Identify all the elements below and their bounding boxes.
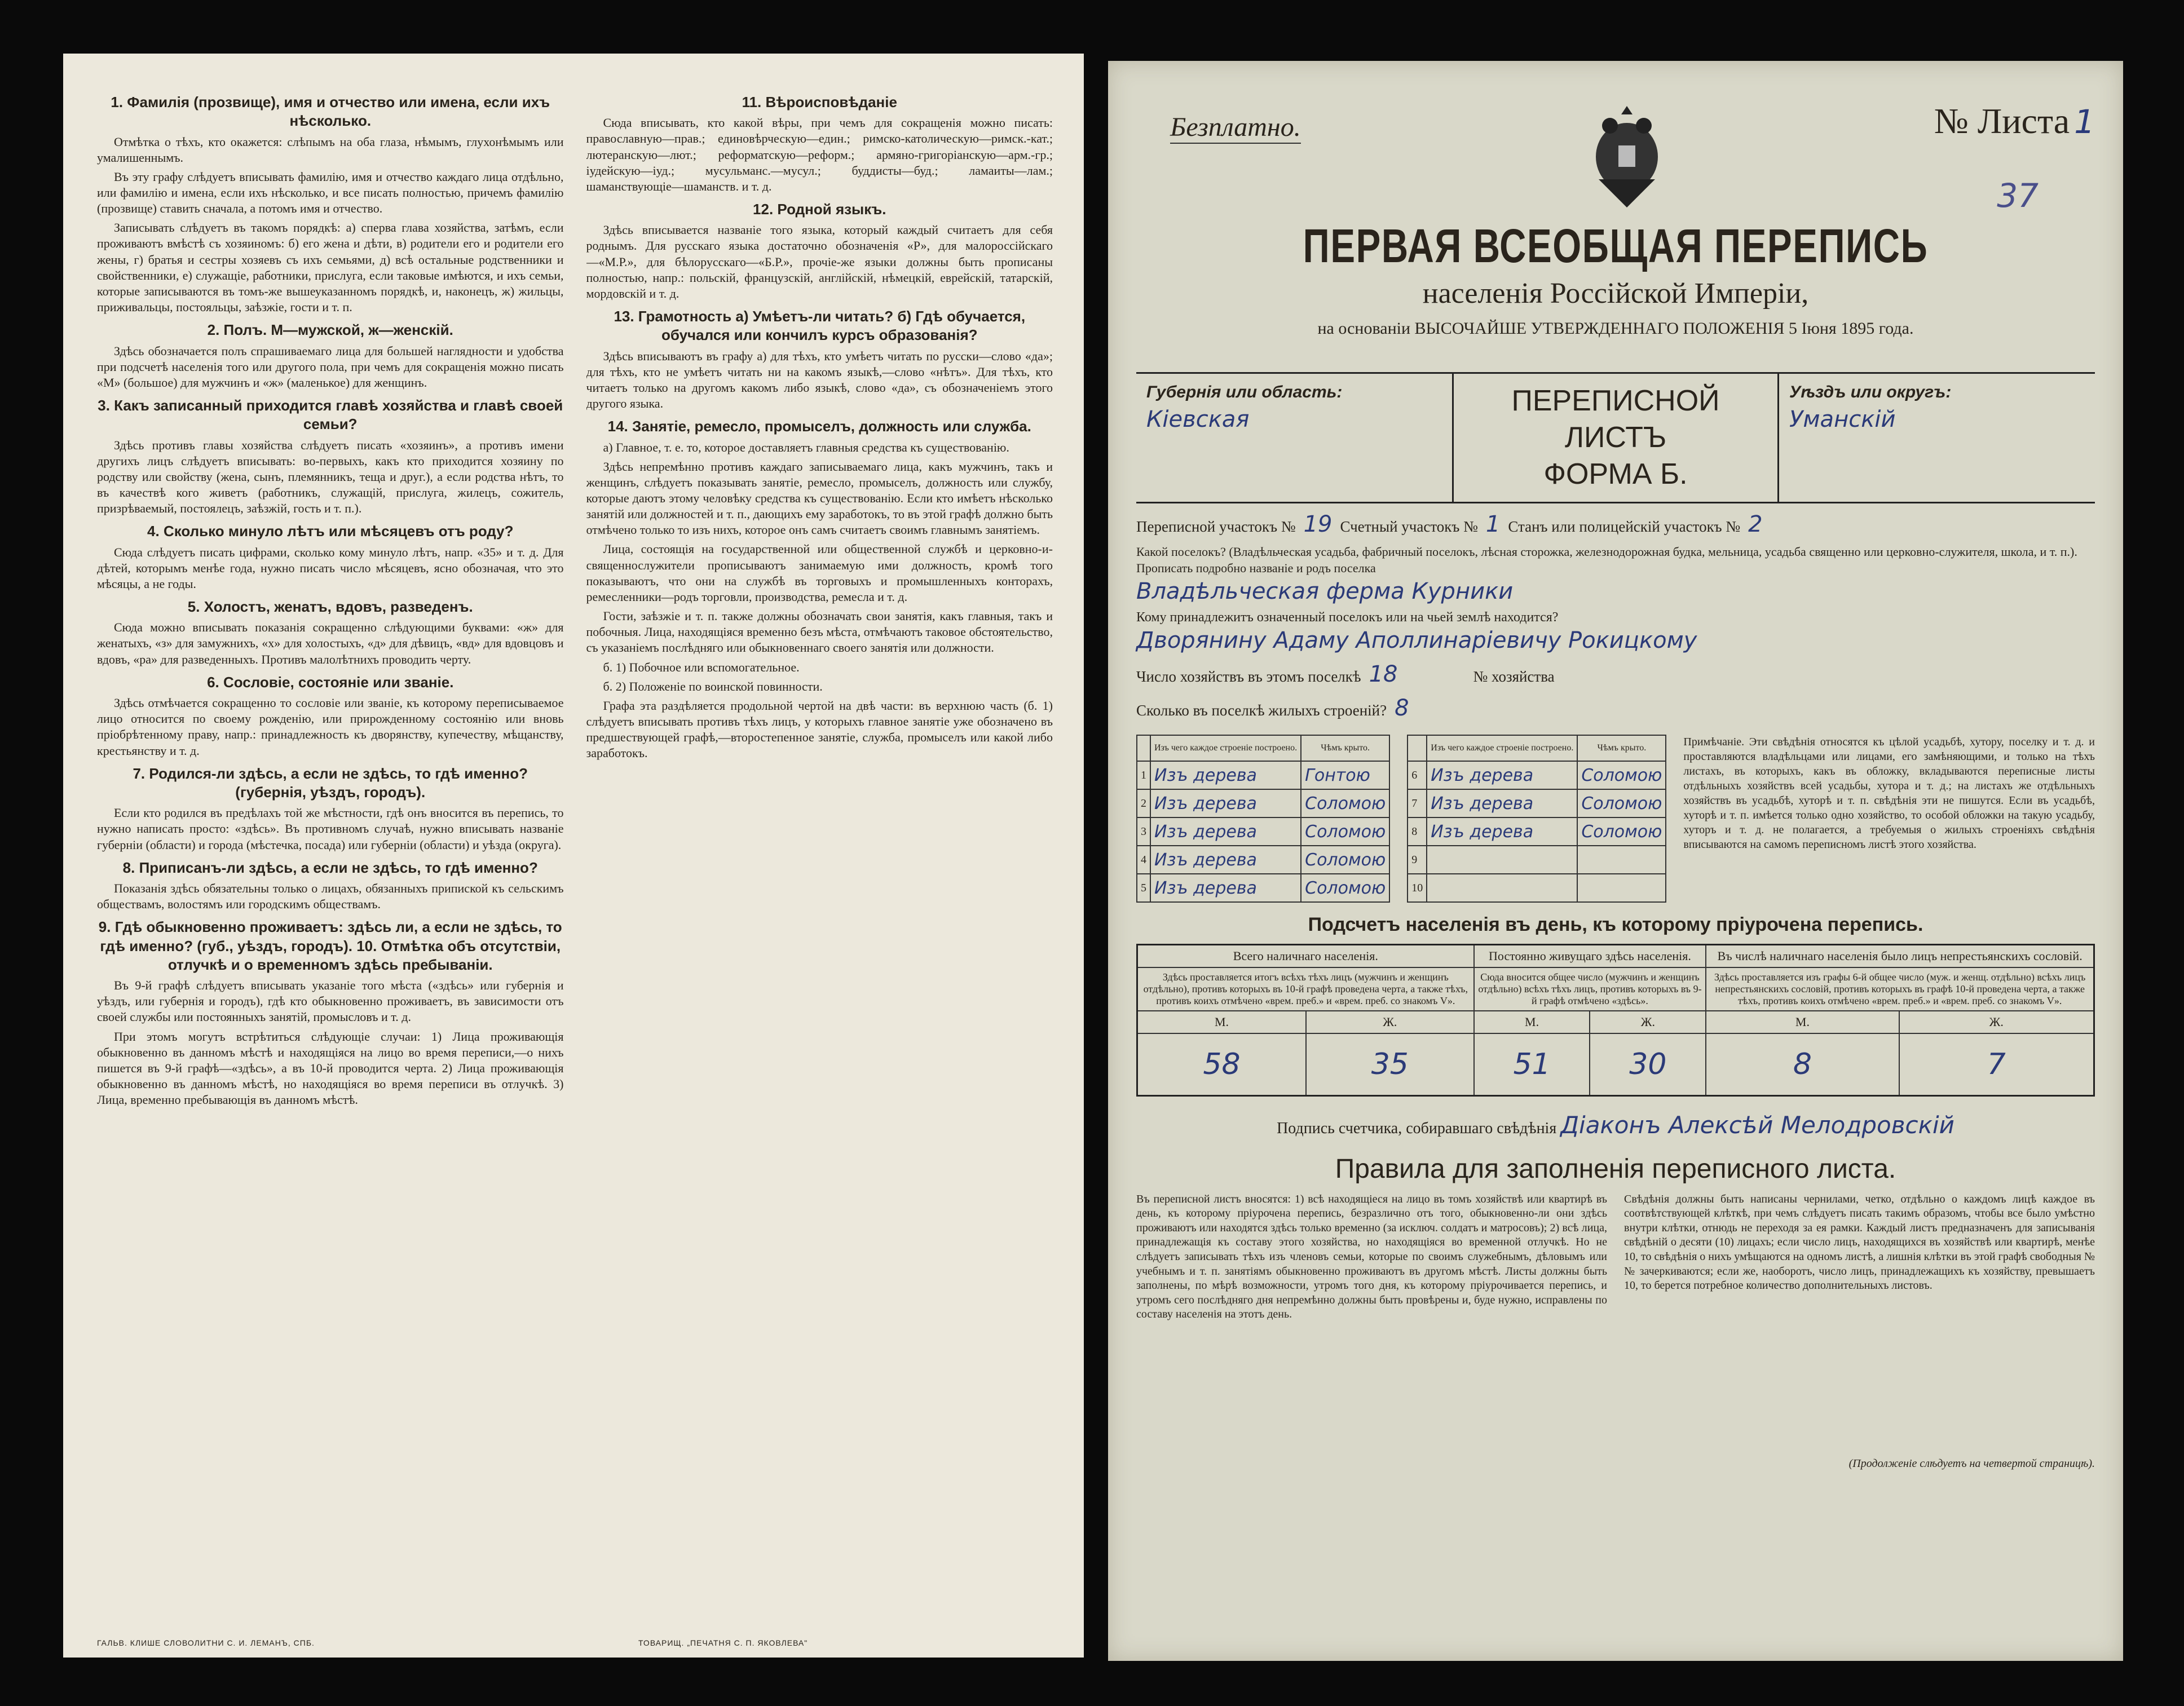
instruction-paragraph: Здѣсь обозначается полъ спрашиваемаго лица для большей наглядности и удобства при подсчетѣ населенія того или другого пола, при чемъ для сокращенія можно писать «М» (большое) для мужчинъ и «ж» (маленькое) для женщинъ. [97, 343, 564, 390]
tally-sex-label: Ж. [1306, 1011, 1474, 1033]
material-header: Изъ чего каждое строеніе построено. [1150, 735, 1301, 761]
instruction-paragraph: Гости, заѣзжіе и т. п. также должны обозначать свои занятія, какъ главныя, такъ и побочныя. Лица, находящіяся временно безъ мѣста, отмѣчаютъ таковое обстоятельство, съ указаніемъ послѣдняго или обыкновеннаго своего занятія или должности. [586, 609, 1053, 655]
instruction-paragraph: Отмѣтка о тѣхъ, кто окажется: слѣпымъ на оба глаза, нѣмымъ, глухонѣмымъ или умалишеннымъ. [97, 134, 564, 165]
building-number: 4 [1137, 846, 1150, 874]
building-number: 10 [1408, 874, 1427, 902]
instructions-column-2 [586, 87, 1053, 1587]
buildings-note: Примѣчаніе. Эти свѣдѣнія относятся къ цѣлой усадьбѣ, хутору, поселку и т. д. и проставляются владѣльцами или лицами, его замѣняющими, и только на тѣхъ листахъ, въ которыхъ, какъ въ обложку, вкладываются переписные листы отдѣльныхъ хозяйствъ всей усадьбы, хутора и т. д.; на листахъ же отдѣльныхъ хозяйствъ въ усадьбѣ, хуторѣ и т. п. свѣдѣнія эти не пишутся. Если въ усадьбѣ, хуторѣ и т. п. имѣется только одно хозяйство, то особой обложки на такую усадьбу, хуторъ и т. д. не полагается, а требуемыя о жилыхъ строеніяхъ свѣдѣнія вписываются на самомъ переписномъ листѣ этого хозяйства. [1683, 736, 2095, 851]
instruction-paragraph: Показанія здѣсь обязательны только о лицахъ, обязанныхъ припиской къ сельскимъ обществамъ, волостямъ или городскимъ обществамъ. [97, 881, 564, 912]
census-district-label: Переписной участокъ № [1136, 518, 1296, 535]
buildings-count-value: 8 [1395, 695, 1409, 722]
building-material: Изъ дерева [1150, 846, 1301, 874]
building-number: 3 [1137, 817, 1150, 846]
instruction-heading: 9. Гдѣ обыкновенно проживаетъ: здѣсь ли, а если не здѣсь, то гдѣ именно? (губ., уѣздъ, городъ). 10. Отмѣтка объ отсутствіи, отлучкѣ и о временномъ здѣсь пребываніи. [98, 918, 562, 973]
building-material: Изъ дерева [1150, 874, 1301, 902]
building-number: 7 [1408, 789, 1427, 817]
tally-sex-row [1137, 1011, 2094, 1033]
building-roof: Соломою [1301, 817, 1389, 846]
buildings-table-left [1136, 735, 1390, 903]
building-roof: Соломою [1577, 817, 1666, 846]
rules-left-column: Въ переписной листъ вносятся: 1) всѣ находящіеся на лицо въ томъ хозяйствѣ или квартирѣ въ день, къ которому пріурочена перепись, безразлично отъ того, обыкновенно-ли они здѣсь проживаютъ или находятся здѣсь только временно (за исключ. солдатъ и матросовъ); 2) всѣ лица, принадлежащія къ составу этого хозяйства, но находящіяся во временной отлучкѣ. Но не слѣдуетъ записывать тѣхъ изъ членовъ семьи, которые по своимъ служебнымъ, дѣловымъ или учебнымъ и т. п. занятіямъ обыкновенно проживаютъ въ другомъ мѣстѣ. Листы должны быть заполнены, по мѣрѣ возможности, утромъ того дня, къ которому пріурочивается перепись, и утромъ сего послѣдняго дня непремѣнно должны быть провѣрены и, буде нужно, исправлены по составу населенія на этотъ день. [1136, 1192, 1607, 1321]
instruction-paragraph: Лица, состоящія на государственной или общественной службѣ и церковно-и-священнослужители прописываютъ занимаемую ими должность, кромѣ того показываютъ, что они на службѣ въ торговыхъ и промышленныхъ конторахъ, ремесленники—родъ торговли, производства, ремесла и т. д. [586, 542, 1053, 604]
building-roof [1577, 874, 1666, 902]
tally-sex-label: М. [1137, 1011, 1306, 1033]
handwritten-page-number: 37 [1997, 176, 2039, 215]
instruction-paragraph: Графа эта раздѣляется продольной чертой на двѣ части: въ верхнюю часть (б. 1) слѣдуетъ вписывать противъ тѣхъ лицъ, у которыхъ главное занятіе уже обозначено въ предшествующей графѣ,—второстепенное занятіе, служба, промыселъ или какой либо заработокъ. [586, 698, 1053, 761]
buildings-section [1136, 735, 2095, 903]
left-page-instructions [63, 54, 1084, 1658]
household-number-label: № хозяйства [1473, 668, 1555, 686]
signature-label: Подпись счетчика, собиравшаго свѣдѣнія [1277, 1119, 1557, 1137]
instruction-heading: 14. Занятіе, ремесло, промыселъ, должность или служба. [607, 418, 1031, 435]
instruction-paragraph: Здѣсь противъ главы хозяйства слѣдуетъ писать «хозяинъ», а противъ имени другихъ лицъ слѣдуетъ вписывать: во-первыхъ, какъ кто приходится хозяину по родству или свойству (жена, сынъ, племянникъ, теща и друг.), а если родства нѣтъ, то въ качествѣ кого живетъ (работникъ, служащій, прислуга, жилецъ, сожитель, призрѣваемый, постоялецъ, заѣзжій, гость и т. п.). [97, 437, 564, 516]
continued-note: (Продолженіе слѣдуетъ на четвертой страницѣ). [1848, 1457, 2095, 1470]
tally-title: Подсчетъ населенія въ день, къ которому пріурочена перепись. [1308, 914, 1923, 936]
tally-sex-label: Ж. [1899, 1011, 2094, 1033]
building-number: 1 [1137, 761, 1150, 789]
tally-values-row [1137, 1033, 2094, 1095]
census-district-value: 19 [1303, 511, 1333, 537]
instruction-paragraph: Здѣсь отмѣчается сокращенно то сословіе или званіе, къ которому переписываемое лицо относится по своему рожденію, или прирожденному состоянію или вновь пріобрѣтенному праву, напр.: принадлежность къ дворянству, купечеству, мѣщанству, крестьянству и т. д. [97, 696, 564, 758]
instruction-paragraph: Записывать слѣдуетъ въ такомъ порядкѣ: а) сперва глава хозяйства, затѣмъ, если проживаютъ вмѣстѣ съ хозяиномъ: б) его жена и дѣти, в) родители его и родители его жены, г) братья и сестры хозяевъ съ ихъ семьями, д) всѣ остальные родственники и свойственники, е) служащіе, работники, прислуга, если таковые имѣются, и ихъ семьи, которые записываются въ томъ-же вышеуказанномъ порядкѣ, и, наконецъ, ж) жильцы, приживальцы, постояльцы, заѣзжіе, гости и т. п. [97, 220, 564, 315]
building-material: Изъ дерева [1150, 817, 1301, 846]
free-of-charge-label: Безплатно. [1170, 112, 1301, 144]
printer-footer-right: ТОВАРИЩ. „ПЕЧАТНЯ С. П. ЯКОВЛЕВА" [638, 1638, 808, 1647]
building-roof [1577, 846, 1666, 874]
building-row [1408, 846, 1666, 874]
instruction-paragraph: Сюда слѣдуетъ писать цифрами, сколько кому минуло лѣтъ, напр. «35» и т. д. Для дѣтей, которымъ менѣе года, нужно писать число мѣсяцевъ, ясно обозначая, что это мѣсяцы, а не годы. [97, 545, 564, 591]
census-subtitle: населенія Россійской Имперіи, [1422, 277, 1809, 310]
tally-value: 30 [1590, 1033, 1706, 1095]
buildings-table-right [1407, 735, 1666, 903]
building-row [1408, 874, 1666, 902]
instruction-paragraph: Сюда можно вписывать показанія сокращенно слѣдующими буквами: «ж» для женатыхъ, «з» для замужнихъ, «х» для холостыхъ, «д» для дѣвицъ, «вд» для вдовцовъ и вдовъ, «ра» для разведенныхъ. Противъ малолѣтнихъ проводить черту. [97, 620, 564, 666]
signature-line [1136, 1111, 2095, 1139]
instruction-heading: 5. Холостъ, женатъ, вдовъ, разведенъ. [187, 598, 473, 616]
building-row [1137, 761, 1389, 789]
instruction-paragraph: При этомъ могутъ встрѣтиться слѣдующіе случаи: 1) Лица проживающія обыкновенно въ данномъ мѣстѣ и находящіяся на лицо во время переписи,—о нихъ пишется въ 9-й графѣ—«здѣсь», а въ 10-й проводится черта. 2) Лица проживающія обыкновенно въ данномъ мѣстѣ, но находящіяся во время переписи въ отлучкѣ. 3) Лица, временно пребывающія въ данномъ мѣстѣ. [97, 1029, 564, 1107]
buildings-line [1136, 695, 2095, 721]
instruction-paragraph: Въ 9-й графѣ слѣдуетъ вписывать указаніе того мѣста («здѣсь» или губернія и уѣздъ, или губернія и городъ), гдѣ кто обыкновенно проживаетъ, въ зависимости отъ своей службы или постоянныхъ занятій, промысловъ и т. д. [97, 978, 564, 1024]
building-roof: Соломою [1577, 789, 1666, 817]
form-title: ПЕРЕПИСНОЙ ЛИСТЪ [1511, 384, 1720, 454]
households-label: Число хозяйствъ въ этомъ поселкѣ [1136, 668, 1361, 686]
enumerator-signature: Діаконъ Алексѣй Мелодровскій [1560, 1111, 1954, 1139]
legal-basis: на основаніи ВЫСОЧАЙШЕ УТВЕРЖДЕННАГО ПОЛОЖЕНІЯ 5 Іюня 1895 года. [1317, 319, 1914, 338]
rules-text [1136, 1192, 2095, 1457]
stan-label: Станъ или полицейскій участокъ № [1508, 518, 1741, 535]
instruction-paragraph: Здѣсь непремѣнно противъ каждаго записываемаго лица, какъ мужчинъ, такъ и женщинъ, слѣдуетъ показывать занятіе, ремесло, промыселъ, должность или службу, которые даютъ этому человѣку средства къ существованію. Если кто имѣетъ нѣсколько занятій или должностей и т. п., дающихъ ему заработокъ, то въ этой графѣ должно быть отмѣчено только то изъ нихъ, которое онъ самъ считаетъ своимъ главнымъ занятіемъ. [586, 459, 1053, 537]
instruction-paragraph: б. 2) Положеніе по воинской повинности. [603, 679, 823, 693]
building-number: 9 [1408, 846, 1427, 874]
building-number: 5 [1137, 874, 1150, 902]
settlement-value: Владѣльческая ферма Курники [1136, 578, 1514, 605]
settlement-label: Какой поселокъ? (Владѣльческая усадьба, фабричный поселокъ, лѣсная сторожка, железнодорожная будка, мельница, усадьба священно или церковно-служителя, школа, и т. п.). Прописать подробно названіе и родъ поселка [1136, 545, 2077, 575]
population-tally-table [1136, 944, 2095, 1097]
building-row [1137, 874, 1389, 902]
form-type: ФОРМА Б. [1543, 458, 1688, 490]
rules-title: Правила для заполненія переписного листа. [1335, 1153, 1896, 1184]
instruction-heading: 11. Вѣроисповѣданіе [742, 94, 897, 111]
material-header: Изъ чего каждое строеніе построено. [1427, 735, 1577, 761]
building-roof: Соломою [1577, 761, 1666, 789]
building-row [1137, 817, 1389, 846]
building-material: Изъ дерева [1150, 789, 1301, 817]
building-material: Изъ дерева [1150, 761, 1301, 789]
building-roof: Соломою [1301, 874, 1389, 902]
tally-sex-label: М. [1706, 1011, 1899, 1033]
count-district-label: Счетный участокъ № [1340, 518, 1478, 535]
tally-header-present: Всего наличнаго населенія. [1137, 945, 1474, 968]
building-material: Изъ дерева [1427, 761, 1577, 789]
tally-value: 58 [1137, 1033, 1306, 1095]
count-district-value: 1 [1485, 511, 1501, 537]
census-form-page [1108, 61, 2123, 1661]
instruction-paragraph: б. 1) Побочное или вспомогательное. [603, 660, 800, 674]
tally-sex-label: М. [1474, 1011, 1590, 1033]
instruction-heading: 3. Какъ записанный приходится главѣ хозяйства и главѣ своей семьи? [98, 396, 563, 433]
tally-value: 7 [1899, 1033, 2094, 1095]
form-header-box [1136, 372, 2095, 503]
tally-value: 8 [1706, 1033, 1899, 1095]
building-roof: Гонтою [1301, 761, 1389, 789]
instruction-heading: 8. Приписанъ-ли здѣсь, а если не здѣсь, то гдѣ именно? [122, 859, 538, 876]
instruction-paragraph: Здѣсь вписываютъ въ графу а) для тѣхъ, кто умѣетъ читать по русски—слово «да»; для тѣхъ, кто не умѣетъ читать ни на какомъ языкѣ,—слово «нѣтъ». Для тѣхъ, кто читаетъ только на другомъ какомъ либо языкѣ, слово «да», съ обозначеніемъ этого другого языка. [586, 348, 1053, 411]
printer-footer-left: ГАЛЬВ. КЛИШЕ СЛОВОЛИТНИ С. И. ЛЕМАНЪ, СПБ. [97, 1638, 315, 1647]
district-line [1136, 511, 2095, 537]
uezd-value: Уманскій [1789, 406, 1896, 432]
instruction-heading: 12. Родной языкъ. [753, 201, 886, 218]
tally-value: 51 [1474, 1033, 1590, 1095]
building-material [1427, 874, 1577, 902]
building-row [1408, 817, 1666, 846]
instruction-heading: 1. Фамилія (прозвище), имя и отчество или имена, если ихъ нѣсколько. [111, 94, 550, 130]
uezd-label: Уѣздъ или округъ: [1789, 383, 1952, 401]
instruction-heading: 13. Грамотность а) Умѣетъ-ли читать? б) Гдѣ обучается, обучался или кончилъ курсъ образованія? [614, 308, 1026, 344]
tally-sex-label: Ж. [1590, 1011, 1706, 1033]
gubernia-cell [1136, 374, 1452, 502]
tally-header-resident: Постоянно живущаго здѣсь населенія. [1474, 945, 1706, 968]
tally-value: 35 [1306, 1033, 1474, 1095]
tally-header-nonpeasant: Въ числѣ наличнаго населенія было лицъ непрестьянскихъ сословій. [1706, 945, 2094, 968]
census-title: ПЕРВАЯ ВСЕОБЩАЯ ПЕРЕПИСЬ [1303, 219, 1929, 272]
owner-value: Дворянину Адаму Аполлинаріевичу Рокицкому [1136, 627, 1697, 654]
building-row [1408, 789, 1666, 817]
building-roof: Соломою [1301, 846, 1389, 874]
gubernia-value: Кіевская [1146, 406, 1250, 432]
stan-value: 2 [1748, 511, 1763, 537]
building-material: Изъ дерева [1427, 789, 1577, 817]
building-row [1408, 761, 1666, 789]
uezd-cell [1779, 374, 2095, 502]
double-headed-eagle-emblem [1587, 95, 1666, 213]
instruction-heading: 6. Сословіе, состояніе или званіе. [207, 673, 454, 691]
instructions-column-1 [97, 87, 564, 1587]
tally-desc-present: Здѣсь проставляется итогъ всѣхъ тѣхъ лицъ (мужчинъ и женщинъ отдѣльно), противъ которыхъ въ 10-й графѣ проведена черта, а также тѣхъ, противъ коихъ отмѣчено «врем. преб.» и «врем. преб. со знакомъ V». [1137, 967, 1474, 1011]
buildings-count-label: Сколько въ поселкѣ жилыхъ строеній? [1136, 702, 1387, 719]
instruction-heading: 4. Сколько минуло лѣтъ или мѣсяцевъ отъ роду? [147, 523, 514, 540]
building-row [1137, 846, 1389, 874]
sheet-number [1934, 100, 2095, 142]
sheet-number-label: № Листа [1934, 101, 2070, 141]
building-material: Изъ дерева [1427, 817, 1577, 846]
tally-desc-nonpeasant: Здѣсь проставляется изъ графы 6-й общее число (муж. и женщ. отдѣльно) всѣхъ лицъ непрестьянскихъ сословій, противъ которыхъ въ графѣ 10-й проведена черта, а также тѣхъ, противъ коихъ отмѣчено «врем. преб.» и «врем. преб. со знакомъ V». [1706, 967, 2094, 1011]
households-line [1136, 661, 2095, 687]
instruction-paragraph: Въ эту графу слѣдуетъ вписывать фамилію, имя и отчество каждаго лица отдѣльно, или фамилію и имена, если ихъ нѣсколько, и все писать полностью, причемъ фамилію (прозвище) ставить сначала, а потомъ имя и отчество. [97, 169, 564, 216]
roof-header: Чѣмъ крыто. [1301, 735, 1389, 761]
instruction-heading: 7. Родился-ли здѣсь, а если не здѣсь, то гдѣ именно? (губернія, уѣздъ, городъ). [133, 764, 528, 801]
instruction-heading: 2. Полъ. М—мужской, ж—женскій. [207, 321, 453, 339]
building-number: 2 [1137, 789, 1150, 817]
instruction-paragraph: а) Главное, т. е. то, которое доставляетъ главныя средства къ существованію. [603, 440, 1009, 454]
building-material [1427, 846, 1577, 874]
building-row [1137, 789, 1389, 817]
gubernia-label: Губернія или область: [1146, 383, 1343, 401]
roof-header: Чѣмъ крыто. [1577, 735, 1666, 761]
households-value: 18 [1369, 661, 1398, 688]
instruction-paragraph: Здѣсь вписывается названіе того языка, который каждый считаетъ для себя роднымъ. Для русскаго языка достаточно обозначенія «Р», для малороссійскаго—«М.Р.», для бѣлорусскаго—«Б.Р.», прочіе-же языки должны быть прописаны полностью, напр.: польскій, французскій, англійскій, нѣмецкій, еврейскій, татарскій, мордовскій и т. д. [586, 223, 1053, 300]
building-roof: Соломою [1301, 789, 1389, 817]
building-number: 6 [1408, 761, 1427, 789]
rules-right-column: Свѣдѣнія должны быть написаны чернилами, четко, отдѣльно о каждомъ лицѣ каждое въ соотвѣтствующей клѣткѣ, при чемъ слѣдуетъ писать такимъ образомъ, чтобы все было умѣстно внутри клѣтки, отнюдь не переходя за ея рамки. Каждый листъ предназначенъ для записыванія свѣдѣній о десяти (10) лицахъ; если число лицъ, находящихся въ хозяйствѣ или квартирѣ, менѣе 10, то свѣдѣнія о нихъ умѣщаются на одномъ листѣ, а лишнія клѣтки въ этой графѣ свободныя №№ зачеркиваются; если же, наоборотъ, число лицъ, принадлежащихъ къ хозяйству, превышаетъ 10, то берется потребное количество дополнительныхъ листовъ. [1624, 1192, 2095, 1292]
instruction-paragraph: Если кто родился въ предѣлахъ той же мѣстности, гдѣ онъ вносится въ перепись, то нужно написать просто: «здѣсь». Въ противномъ случаѣ, нужно вписывать названіе губерніи (области) и города (мѣстечка, посада) или губерніи (области) и уѣзда (округа). [97, 806, 564, 852]
tally-desc-resident: Сюда вносится общее число (мужчинъ и женщинъ отдѣльно) всѣхъ тѣхъ лицъ, противъ которыхъ въ 9-й графѣ отмѣчено «здѣсь». [1474, 967, 1706, 1011]
owner-label: Кому принадлежитъ означенный поселокъ или на чьей землѣ находится? [1136, 610, 1559, 625]
instruction-paragraph: Сюда вписывать, кто какой вѣры, при чемъ для сокращенія можно писать: православную—прав.; единовѣрческую—един.; римско-католическую—римск.-кат.; лютеранскую—лют.; реформатскую—реформ.; армяно-григоріанскую—арм.-гр.; іудейскую—іуд.; мусульманс.—мусул.; буддисты—буд.; ламаиты—лам.; шаманствующіе—шаманств. и т. д. [586, 116, 1053, 193]
sheet-number-value: 1 [2074, 103, 2095, 141]
building-number: 8 [1408, 817, 1427, 846]
form-title-cell [1452, 374, 1779, 502]
